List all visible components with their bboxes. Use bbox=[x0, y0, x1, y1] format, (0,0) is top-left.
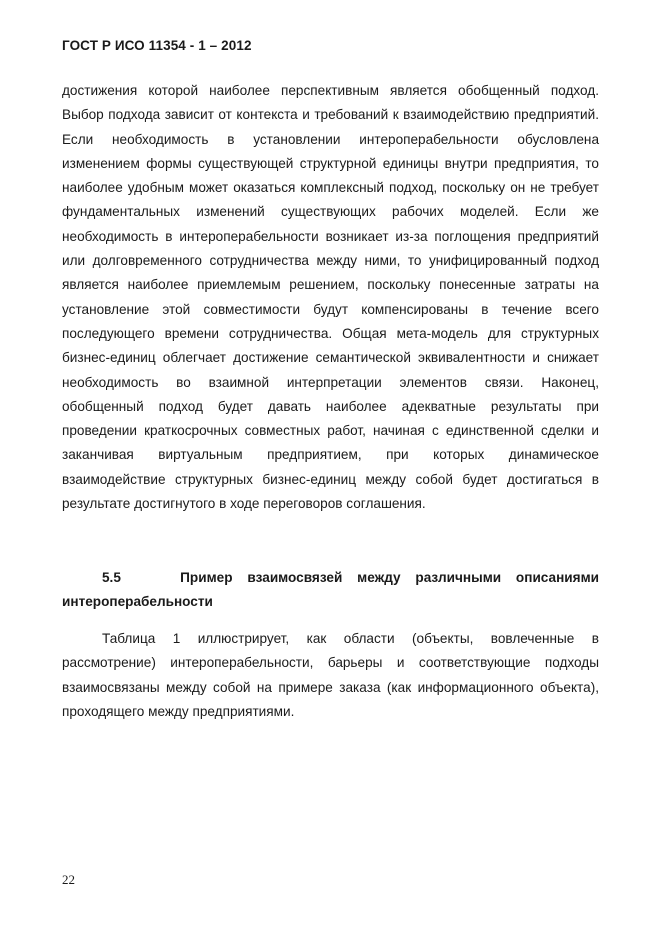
body-paragraph-1: достижения которой наиболее перспективным является обобщенный подход. Выбор подхода зависит от контекста и требований к взаимодействию предприятий. Если необходимость в установлении интероперабельности обусловлена изменением формы существующей структурной единицы внутри предприятия, то наиболее удобным может оказаться комплексный подход, поскольку он не требует фундаментальных изменений существующих рабочих моделей. Если же необходимость в интероперабельности возникает из-за поглощения предприятий или долговременного сотрудничества между ними, то унифицированный подход является наиболее приемлемым решением, поскольку понесенные затраты на установление этой совместимости будут компенсированы в течение всего последующего времени сотрудничества. Общая мета-модель для структурных бизнес-единиц облегчает достижение семантической эквивалентности и снижает необходимость во взаимной интерпретации элементов связи. Наконец, обобщенный подход будет давать наиболее адекватные результаты при проведении краткосрочных совместных работ, начиная с единственной сделки и заканчивая виртуальным предприятием, при которых динамическое взаимодействие структурных бизнес-единиц между собой будет достигаться в результате достигнутого в ходе переговоров соглашения. bbox=[62, 83, 599, 512]
section-number: 5.5 bbox=[102, 570, 121, 585]
body-paragraph-2: Таблица 1 иллюстрирует, как области (объекты, вовлеченные в рассмотрение) интероперабельности, барьеры и соответствующие подходы взаимосвязаны между собой на примере заказа (как информационного объекта), проходящего между предприятиями. bbox=[62, 631, 599, 719]
section-title: Пример взаимосвязей между различными описаниями интероперабельности bbox=[62, 570, 599, 610]
page-number: 22 bbox=[62, 872, 75, 887]
document-header: ГОСТ Р ИСО 11354 - 1 – 2012 bbox=[62, 38, 252, 53]
section-heading bbox=[62, 566, 599, 615]
